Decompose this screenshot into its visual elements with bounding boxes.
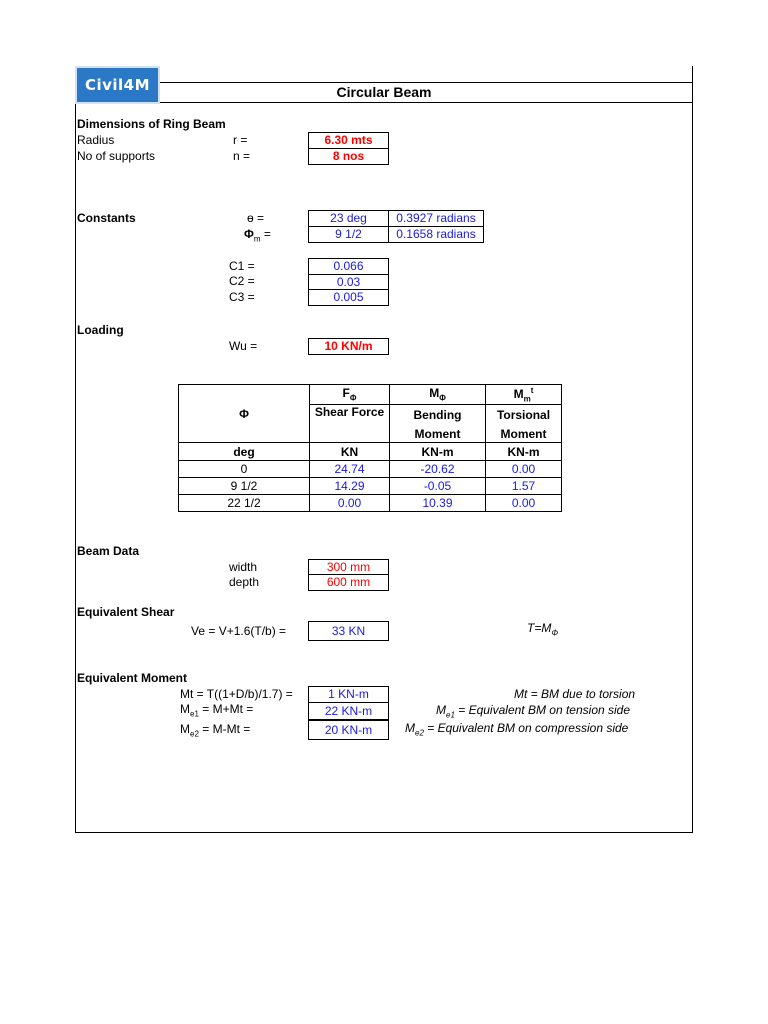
c2-cell[interactable]: 0.03	[308, 274, 389, 290]
table-row	[179, 461, 562, 478]
theta-deg-cell[interactable]: 23 deg	[308, 210, 389, 227]
row-torsion: 0.00	[486, 495, 562, 512]
phim-rad-cell[interactable]: 0.1658 radians	[388, 226, 484, 243]
row-moment: 10.39	[390, 495, 486, 512]
unit-knm: KN-m	[390, 443, 486, 461]
constants-heading: Constants	[77, 211, 136, 225]
equivalent-shear-heading: Equivalent Shear	[77, 605, 175, 619]
theta-symbol: ɵ =	[247, 211, 265, 225]
radius-label: Radius	[77, 133, 115, 147]
phim-deg-cell[interactable]: 9 1/2	[308, 226, 389, 243]
row-torsion: 1.57	[486, 478, 562, 495]
bending-moment-label: Moment	[390, 426, 486, 443]
unit-deg: deg	[179, 443, 310, 461]
me2-formula: $M_{e2} = M-Mt$ =	[180, 722, 251, 739]
row-shear: 0.00	[310, 495, 390, 512]
m-header: $M_\Phi$	[390, 385, 486, 405]
supports-label: No of supports	[77, 149, 156, 163]
c1-symbol: C1 =	[229, 259, 255, 273]
c2-symbol: C2 =	[229, 274, 255, 288]
shear-force-label: Shear Force	[310, 405, 390, 426]
depth-value-cell[interactable]: 600 mm	[308, 574, 389, 591]
page-title: Circular Beam	[336, 84, 432, 100]
c1-cell[interactable]: 0.066	[308, 258, 389, 275]
radius-value-cell[interactable]: 6.30 mts	[308, 132, 389, 149]
radius-symbol: r =	[233, 133, 248, 147]
table-row	[179, 495, 562, 512]
row-moment: -20.62	[390, 461, 486, 478]
shear-note: $T=M_\Phi$	[527, 621, 559, 638]
c3-symbol: C3 =	[229, 290, 255, 304]
shear-formula: Ve = V+1.6(T/b) =	[191, 624, 287, 638]
c3-cell[interactable]: 0.005	[308, 289, 389, 306]
row-deg: 22 1/2	[179, 495, 310, 512]
phim-symbol: $\Phi_m$ =	[244, 227, 271, 244]
unit-knm-t: KN-m	[486, 443, 562, 461]
wu-value-cell[interactable]: 10 KN/m	[308, 338, 389, 355]
mt-note: Mt = BM due to torsion	[514, 687, 636, 701]
row-deg: 0	[179, 461, 310, 478]
mt-value-cell[interactable]: 1 KN-m	[308, 686, 389, 703]
row-moment: -0.05	[390, 478, 486, 495]
me1-formula: $M_{e1} = M+Mt$ =	[180, 702, 254, 719]
results-table	[178, 384, 562, 512]
unit-kn: KN	[310, 443, 390, 461]
supports-symbol: n =	[233, 149, 251, 163]
dimensions-heading: Dimensions of Ring Beam	[77, 117, 226, 131]
civil4m-logo: Civil4M	[75, 66, 160, 104]
loading-heading: Loading	[77, 323, 124, 337]
shear-value-cell[interactable]: 33 KN	[308, 621, 389, 641]
torsional-label: Torsional	[486, 405, 562, 426]
supports-value-cell[interactable]: 8 nos	[308, 148, 389, 165]
mt-formula: Mt = T((1+D/b)/1.7) =	[180, 687, 293, 701]
equivalent-moment-heading: Equivalent Moment	[77, 671, 188, 685]
torsional-moment-label: Moment	[486, 426, 562, 443]
phi-header: Φ	[179, 385, 310, 443]
theta-rad-cell[interactable]: 0.3927 radians	[388, 210, 484, 227]
width-label: width	[229, 560, 258, 574]
table-row	[179, 478, 562, 495]
mt-header: $M_m^t$	[486, 385, 562, 405]
me1-note: $M_{e1}$ = Equivalent BM on tension side	[436, 703, 631, 720]
row-shear: 14.29	[310, 478, 390, 495]
depth-label: depth	[229, 575, 260, 589]
f-header: $F_\Phi$	[310, 385, 390, 405]
row-deg: 9 1/2	[179, 478, 310, 495]
row-torsion: 0.00	[486, 461, 562, 478]
beam-data-heading: Beam Data	[77, 544, 140, 558]
row-shear: 24.74	[310, 461, 390, 478]
width-value-cell[interactable]: 300 mm	[308, 559, 389, 575]
me2-value-cell[interactable]: 20 KN-m	[308, 720, 389, 740]
me1-value-cell[interactable]: 22 KN-m	[308, 702, 389, 720]
me2-note: $M_{e2}$ = Equivalent BM on compression side	[405, 721, 629, 738]
bending-label: Bending	[390, 405, 486, 426]
wu-symbol: Wu =	[229, 339, 258, 353]
